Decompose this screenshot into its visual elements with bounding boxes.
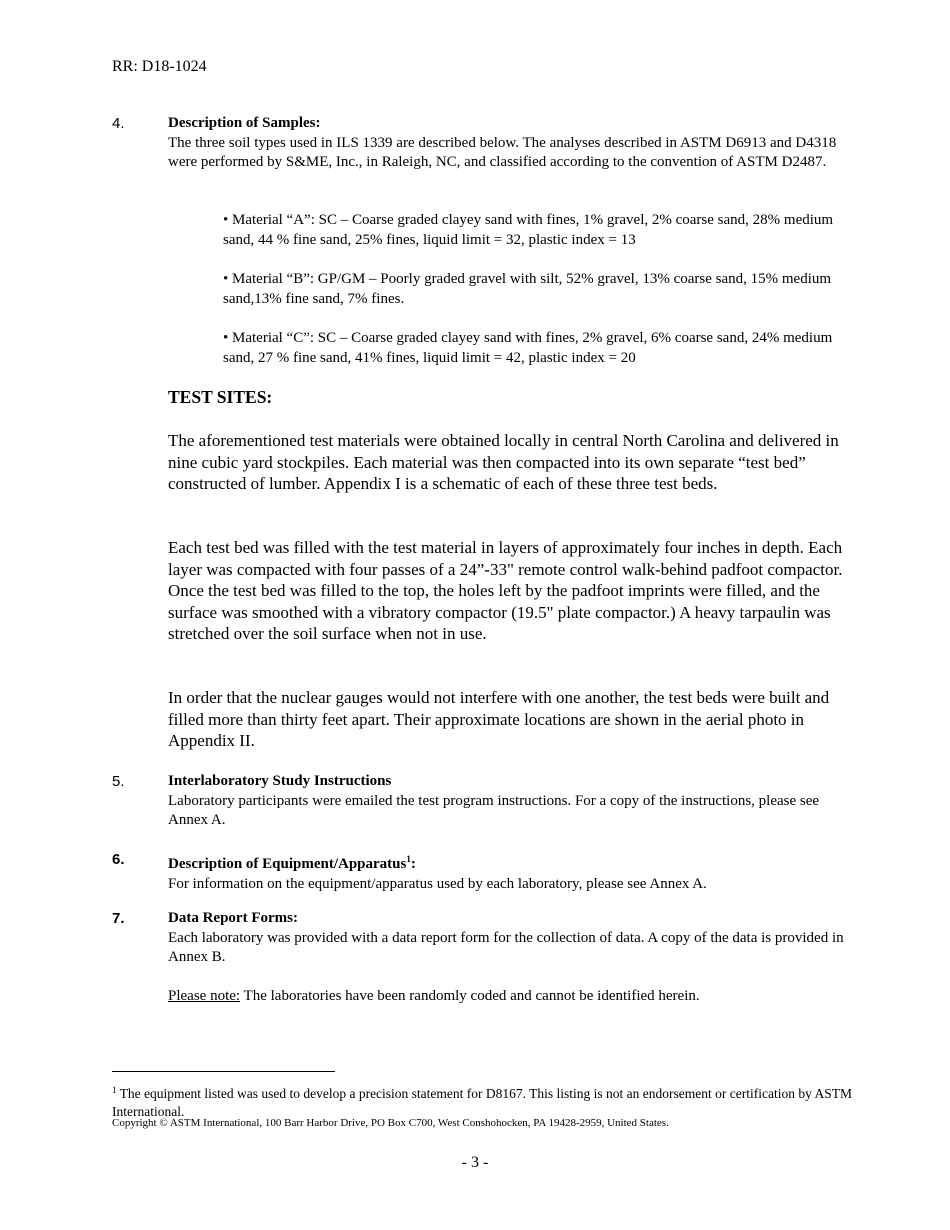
section-7-title: Data Report Forms: [168,910,298,926]
test-sites-paragraph-2: Each test bed was filled with the test material in layers of approximately four inches in depth. Each layer was compacted with four passes of a 24”-33" remote control walk-behind padfoot compactor. Once the test bed was filled to the top, the holes left by the padfoot imprints were filled, and the surface was smoothed with a vibratory compactor (19.5" plate compactor.) A heavy tarpaulin was stretched over the soil surface when not in use. [168,538,843,643]
section-4-number: 4. [112,115,125,132]
footnote-ref[interactable]: 1 [406,854,411,864]
material-c: • Material “C”: SC – Coarse graded clayey sand with fines, 2% gravel, 6% coarse sand, 24% medium sand, 27 % fine sand, 41% fines, liquid limit = 42, plastic index = 20 [223,330,833,366]
page-number: - 3 - [461,1154,489,1171]
section-6 [168,850,848,894]
test-sites-paragraph-3: In order that the nuclear gauges would not interfere with one another, the test beds were built and filled more than thirty feet apart. Their approximate locations are shown in the aerial photo in Appendix II. [168,688,830,750]
section-4-intro: The three soil types used in ILS 1339 are described below. The analyses described in ASTM D6913 and D4318 were performed by S&ME, Inc., in Raleigh, NC, and classified according to the convention of ASTM D2487. [168,134,837,170]
section-4 [168,114,848,173]
note-label: Please note: [168,988,241,1004]
footnote [112,1081,852,1121]
copyright-line: Copyright © ASTM International, 100 Barr Harbor Drive, PO Box C700, West Conshohocken, PA 19428-2959, United States. [112,1117,669,1129]
test-sites-paragraph-1: The aforementioned test materials were obtained locally in central North Carolina and delivered in nine cubic yard stockpiles. Each material was then compacted into its own separate “test bed” constructed of lumber. Appendix I is a schematic of each of these three test beds. [168,431,839,493]
section-6-title-colon: : [410,856,416,872]
section-6-body: For information on the equipment/apparatus used by each laboratory, please see Annex A. [168,875,707,892]
section-5-number: 5. [112,773,125,790]
section-7 [168,909,848,968]
test-sites-title: TEST SITES: [168,387,273,407]
section-7-number: 7. [112,910,125,927]
section-7-note [168,987,848,1007]
footnote-divider [112,1071,335,1072]
section-5 [168,772,848,831]
section-4-title: Description of Samples: [168,115,321,131]
section-5-title: Interlaboratory Study Instructions [168,773,392,789]
material-b: • Material “B”: GP/GM – Poorly graded gravel with silt, 52% gravel, 13% coarse sand, 15% medium sand,13% fine sand, 7% fines. [223,271,832,307]
material-a: • Material “A”: SC – Coarse graded clayey sand with fines, 1% gravel, 2% coarse sand, 28% medium sand, 44 % fine sand, 25% fines, liquid limit = 32, plastic index = 13 [223,212,834,248]
section-6-title: Description of Equipment/Apparatus [168,856,407,872]
section-6-number: 6. [112,851,125,868]
note-text: The laboratories have been randomly coded and cannot be identified herein. [240,988,700,1004]
section-7-body: Each laboratory was provided with a data report form for the collection of data. A copy of the data is provided in Annex B. [168,929,844,965]
report-id: RR: D18-1024 [112,58,207,75]
section-5-body: Laboratory participants were emailed the test program instructions. For a copy of the instructions, please see Annex A. [168,792,820,828]
footnote-text: The equipment listed was used to develop a precision statement for D8167. This listing is not an endorsement or certification by ASTM International. [112,1086,852,1119]
footnote-marker: 1 [112,1085,117,1095]
